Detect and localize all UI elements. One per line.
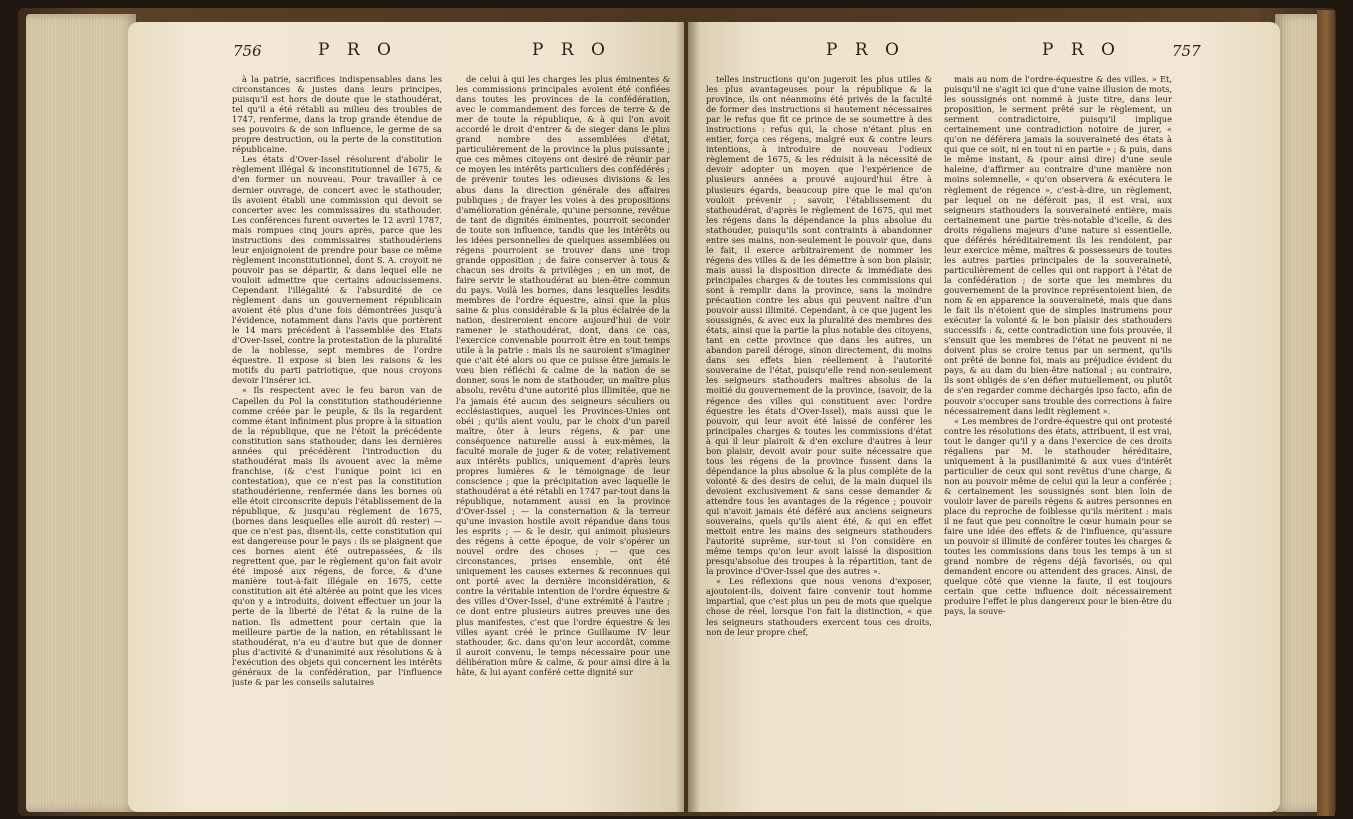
- book-cover-edge: [1317, 10, 1335, 816]
- paragraph: « Les membres de l'ordre-équestre qui ont protesté contre les résolutions des états, attribuent, il est vrai, tout le danger qu'il y a dans l'exercice de ces droits régaliens par M. le stathouder héréditaire, uniquement à la pusillanimité & aux vues d'intérêt particulier de ceux qui sont revêtus d'une charge, & non au pouvoir même de celui qui la leur a conférée ; & certainement les soussignés sont bien loin de vouloir laver de pareils régens & autres personnes en place du reproche de foiblesse qu'ils méritent : mais il ne faut que peu connoître le cœur humain pour se faire une idée des effets & de l'influence, qu'assure un pouvoir si illimité de conférer toutes les charges & toutes les commissions dans tous les temps à un si grand nombre de régens déjà favorisés, ou qui demandent encore ou attendent des graces. Ainsi, de quelque côté que vienne la faute, il est toujours certain que cette influence doit nécessairement produire l'effet le plus dangereux pour le bien-être du pays, la souve-: [944, 415, 1172, 617]
- left-page-stack-edge: [26, 14, 136, 812]
- book-gutter: [676, 22, 700, 812]
- right-page-number: 757: [1172, 42, 1201, 60]
- paragraph: « Ils respectent avec le feu baron van de Capellen du Pol la constitution stathoudérienne comme créée par le peuple, & ils la regardent comme étant infiniment plus propre à la situation de la république, que ne l'étoit la précédente constitution sans stathouder, dans les dernières années qui précédèrent l'introduction du stathoudérat mais ils avouent avec la même franchise, (& c'est l'unique point ici en contestation), que ce n'est pas la constitution stathoudérienne, renfermée dans les bornes où elle étoit circonscrite depuis l'établissement de la république, & jusqu'au règlement de 1675, (bornes dans lesquelles elle auroit dû rester) — que ce n'est pas, disent-ils, cette constitution qui est dangereuse pour le pays : ils se plaignent que ces bornes aient été outrepassées, & ils regrettent que, par le règlement qu'on fait avoir été imposé aux régens, de force, & d'une manière tout-à-fait illégale en 1675, cette constitution ait été altérée au point que les vices qu'on y a introduits, doivent effectuer un jour la perte de la liberté de l'état & la ruine de la nation. Ils admettent pour certain que la meilleure partie de la nation, en rétablissant le stathoudérat, n'a eu d'autre but que de donner plus d'activité & d'unanimité aux résolutions & à l'exécution des objets qui concernent les intérêts généraux de la confédération, par l'influence juste & par les conseils salutaires: [232, 385, 442, 687]
- paragraph: « Les réflexions que nous venons d'exposer, ajoutoient-ils, doivent faire convenir tout homme impartial, que c'est plus un peu de mots que quelque chose de réel, lorsque l'on fait la distinction, « que les seigneurs stathouders exercent tous ces droits, non de leur propre chef,: [706, 576, 932, 637]
- left-page-number: 756: [233, 42, 262, 60]
- paragraph: telles instructions qu'on jugeroit les plus utiles & les plus avantageuses pour la république & la province, ils ont néanmoins été privés de la faculté de former des instructions si hautement nécessaires par le refus que fit ce prince de se soumettre à des instructions : refus qui, la chose n'étant plus en entier, força ces régens, malgré eux & contre leurs intentions, à introduire de nouveau l'odieux règlement de 1675, & les réduisit à la nécessité de devoir adopter un moyen que l'expérience de plusieurs années a prouvé aujourd'hui être à plusieurs égards, beaucoup pire que le mal qu'on vouloit prévenir ; savoir, l'établissement du stathoudérat, d'après le règlement de 1675, qui met les régens dans la dépendance la plus absolue du stathouder, puisqu'ils sont contraints à abandonner entre ses mains, non-seulement le pouvoir que, dans le fait, il exerce arbitrairement de nommer les régens des villes & de les démettre à son bon plaisir, mais aussi la disposition directe & immédiate des principales charges & de toutes les commissions qui sont à remplir dans la province, sans la moindre précaution contre les abus qui peuvent naître d'un pouvoir aussi illimité. Cependant, à ce que jugent les soussignés, & avec eux la pluralité des membres des états, ainsi que la partie la plus notable des citoyens, tant en cette province que dans les autres, un abandon pareil déroge, sinon directement, du moins dans ses effets bien réellement à l'autorité souveraine de l'état, puisqu'elle rend non-seulement les seigneurs stathouders maîtres absolus de la moitié du gouvernement de la province, (savoir, de la régence des villes qui constituent avec l'ordre équestre les états d'Over-Issel), mais aussi que le pouvoir, qui leur avoit été laissé de conférer les principales charges & toutes les commissions d'état à qui il leur plairoit & d'en exclure d'autres à leur bon plaisir, devoit avoir pour suite nécessaire que tous les régens de la province fussent dans la dépendance la plus absolue & la plus complète de la volonté & des desirs de celui, de la main duquel ils devoient exclusivement & sans cesse demander & attendre tous les avantages de la régence ; pouvoir qui n'avoit jamais été déféré aux anciens seigneurs souverains, quels qu'ils aient été, & qui en effet mettoit entre les mains des seigneurs stathouders l'autorité suprême, sur-tout si l'on considère en même temps qu'on leur avoit laissé la disposition presqu'absolue des troupes à la répartition, tant de la province d'Over-Issel que des autres ».: [706, 74, 932, 577]
- paragraph: de celui à qui les charges les plus éminentes & les commissions principales avoient été confiées dans toutes les provinces de la confédération, avec le commandement des forces de terre & de mer de toute la république, & à qui l'on avoit accordé le droit d'entrer & de sieger dans le plus grand nombre des assemblées d'état, particulièrement de la province la plus puissante ; que ces mêmes citoyens ont desiré de réunir par ce moyen les intérêts particuliers des confédérés ; de prévenir toutes les odieuses divisions & les abus dans la direction générale des affaires publiques ; de frayer les voies à des propositions d'amélioration générale, qu'une personne, revêtue de tant de dignités éminentes, pourroit seconder de toute son influence, tandis que les intérêts ou les idées personnelles de quelques assemblées ou régens pourroient se trouver dans une trop grande opposition ; de faire conserver à tous & chacun ses droits & privilèges ; en un mot, de faire servir le stathoudérat au bien-être commun du pays. Voilà les bornes, dans lesquelles lesdits membres de l'ordre équestre, ainsi que la plus saine & plus considérable & la plus éclairée de la nation, desireroient encore aujourd'hui de voir ramener le stathoudérat, dont, dans ce cas, l'exercice convenable pourroit être en tout temps utile à la patrie : mais ils ne sauroient s'imaginer que c'ait été alors ou que ce puisse être jamais le vœu bien réfléchi & calme de la nation de se donner, sous le nom de stathouder, un maître plus absolu, revêtu d'une autorité plus illimitée, que ne l'a jamais été aucun des seigneurs séculiers ou ecclésiastiques, auquel les Provinces-Unies ont obéi ; qu'ils aient voulu, par le choix d'un pareil maître, ôter à leurs régens, & par une conséquence naturelle aussi à eux-mêmes, la faculté morale de juger & de voter, relativement aux intérêts publics, uniquement d'après leurs propres lumières & le témoignage de leur conscience ; que la précipitation avec laquelle le stathoudérat a été rétabli en 1747 par-tout dans la république, notamment aussi en la province d'Over-Issel ; — la consternation & la terreur qu'une invasion hostile avoit répandue dans tous les esprits ; — & le desir, qui animoit plusieurs des régens à cette époque, de voir s'opérer un nouvel ordre des choses ; — que ces circonstances, prises ensemble, ont été uniquement les causes externes & reconnues qui ont porté avec la dernière inconsidération, & contre la véritable intention de l'ordre équestre & des villes d'Over-Issel, d'une extrémité à l'autre ; ce dont entre plusieurs autres preuves une des plus manifestes, c'est que l'ordre équestre & les villes ayant créé le prince Guillaume IV leur stathouder, &c. dans qu'on leur accordât, comme il auroit convenu, le temps nécessaire pour une délibération mûre & calme, & pour ainsi dire à la hâte, & lui ayant conféré cette dignité sur: [456, 74, 670, 677]
- left-page-column-2: [456, 74, 670, 810]
- right-page-column-2: [944, 74, 1172, 810]
- paragraph: à la patrie, sacrifices indispensables dans les circonstances & justes dans leurs principes, puisqu'il est hors de doute que le stathoudérat, tel qu'il a été rétabli au milieu des troubles de 1747, renferme, dans la trop grande étendue de ses pouvoirs & de son influence, le germe de sa propre destruction, ou la perte de la constitution républicaine.: [232, 74, 442, 155]
- paragraph: mais au nom de l'ordre-équestre & des villes. » Et, puisqu'il ne s'agit ici que d'une vaine illusion de mots, les soussignés ont nommé à juste titre, dans leur proposition, le serment prêté sur le règlement, un serment contradictoire, puisqu'il implique certainement une contradiction notoire de jurer, « qu'on ne déférera jamais la souveraineté des états à qui que ce soit, ni en tout ni en partie » ; & puis, dans le même instant, & (pour ainsi dire) d'une seule haleine, d'affirmer au contraire d'une manière non moins solemnelle, « qu'on observera & exécutera le règlement de régence », c'est-à-dire, un règlement, par lequel on ne déféroit pas, il est vrai, aux seigneurs stathouders la souveraineté entière, mais certainement une partie très-notable d'icelle, & des droits régaliens majeurs d'une nature si essentielle, que déférés héréditairement ils les rendoient, par leur exercice même, maîtres & possesseurs de toutes les autres parties principales de la souveraineté, particulièrement de celles qui ont rapport à l'état de la confédération ; de sorte que les membres du gouvernement de la province représentoient bien, de nom & en apparence la souveraineté, mais que dans le fait ils n'étoient que de simples instrumens pour exécuter la volonté & le bon plaisir des stathouders successifs : &, cette contradiction une fois prouvée, il s'ensuit que les membres de l'état ne peuvent ni ne doivent plus se croire tenus par un serment, qu'ils ont prêté de bonne foi, mais au préjudice évident du pays, & au dam du bien-être national ; au contraire, ils sont obligés de s'en défier mutuellement, ou plutôt de s'en regarder comme déchargés ipso facto, afin de pouvoir s'occuper sans trouble des corrections à faire nécessairement dans ledit règlement ».: [944, 74, 1172, 416]
- left-page-header-left: P R O: [318, 40, 397, 60]
- right-page-stack-edge: [1275, 14, 1319, 812]
- right-page-column-1: [706, 74, 932, 810]
- left-page-header-right: P R O: [532, 40, 611, 60]
- right-page-header-left: P R O: [826, 40, 905, 60]
- paragraph: Les états d'Over-Issel résolurent d'abolir le règlement illégal & inconstitutionnel de 1675, & d'en former un nouveau. Pour travailler à ce dernier ouvrage, de concert avec le stathouder, ils avoient établi une commission qui devoit se concerter avec les commissaires du stathouder. Les conférences furent ouvertes le 12 avril 1787, mais rompues cinq jours après, parce que les instructions des commissaires stathoudériens leur enjoignoient de prendre pour base ce même règlement inconstitutionnel, dont S. A. croyoit ne pouvoir pas se départir, & dans lequel elle ne vouloit admettre que certains adoucissemens. Cependant l'illégalité & l'absurdité de ce règlement dans un gouvernement républicain avoient été plus d'une fois démontrées jusqu'à l'évidence, notamment dans l'avis que portèrent le 14 mars précédent à l'assemblée des Etats d'Over-Issel, contre la protestation de la pluralité de la noblesse, sept membres de l'ordre équestre. Il expose si bien les raisons & les motifs du parti patriotique, que nous croyons devoir l'insérer ici.: [232, 154, 442, 386]
- right-page-header-right: P R O: [1042, 40, 1121, 60]
- left-page-column-1: [232, 74, 442, 810]
